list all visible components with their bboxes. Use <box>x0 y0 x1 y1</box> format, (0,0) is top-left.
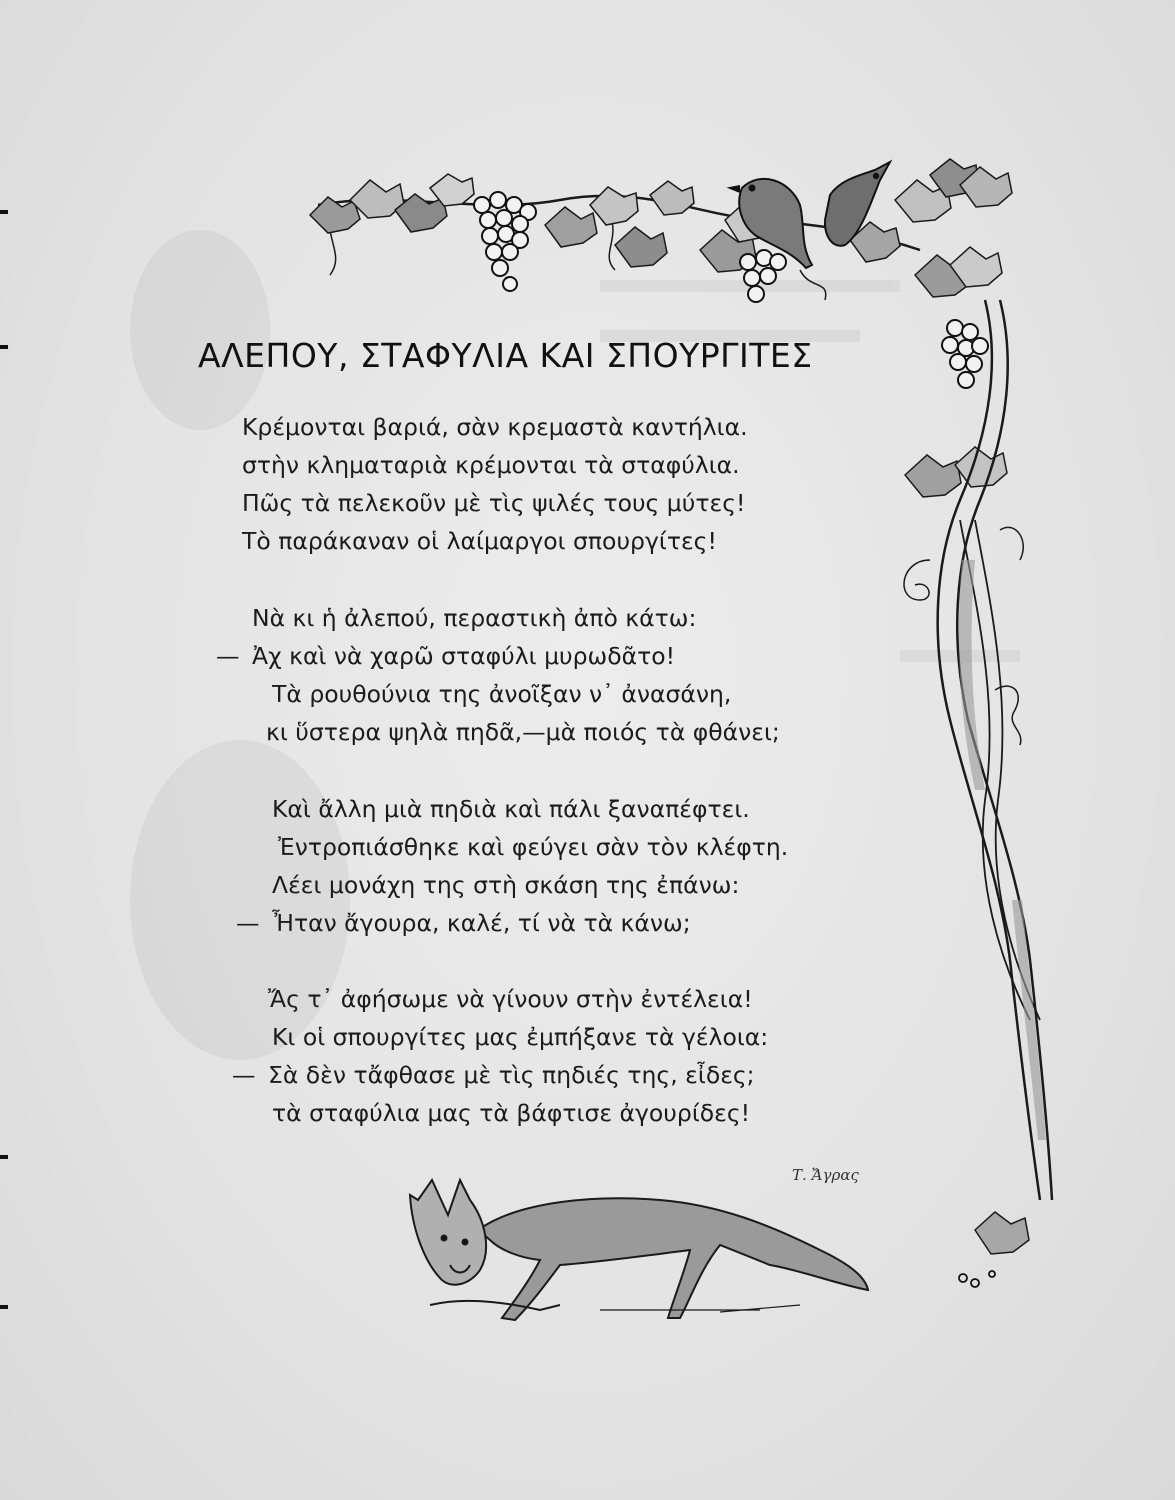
poem-line: Κρέμονται βαριά, σὰν κρεμαστὰ καντήλια. <box>242 413 748 441</box>
poem-line-dialogue <box>232 1056 768 1094</box>
fallen-grapes <box>959 1271 995 1287</box>
grape-cluster <box>942 320 988 388</box>
vine-trunk-shading <box>959 560 1046 1140</box>
poem-line: τὰ σταφύλια μας τὰ βάφτισε ἀγουρίδες! <box>272 1099 751 1127</box>
fox <box>410 1180 868 1320</box>
poem-line-text: Ἦταν ἄγουρα, καλέ, τί νὰ τὰ κάνω; <box>272 909 691 937</box>
poem-line: Νὰ κι ἡ ἀλεπού, περαστικὴ ἀπὸ κάτω: <box>252 604 697 632</box>
poem-line: Τὰ ρουθούνια της ἀνοῖξαν ν᾽ ἀνασάνη, <box>272 680 732 708</box>
stanza-3 <box>236 790 789 942</box>
poem-line: Λέει μονάχη της στὴ σκάση της ἐπάνω: <box>272 871 740 899</box>
poem-line: Κι οἱ σπουργίτες μας ἐμπήξανε τὰ γέλοια: <box>272 1023 769 1051</box>
poem-line: Ἄς τ᾽ ἀφήσωμε νὰ γίνουν στὴν ἐντέλεια! <box>268 985 753 1013</box>
stanza-1 <box>242 408 748 560</box>
poem-line-text: Ἀχ καὶ νὰ χαρῶ σταφύλι μυρωδᾶτο! <box>252 642 676 670</box>
poem-line-dialogue <box>236 904 788 942</box>
poem-line-text: Σὰ δὲν τἄφθασε μὲ τὶς πηδιές της, εἶδες; <box>268 1061 755 1089</box>
poem-line-dialogue <box>216 637 780 675</box>
poem-line: Καὶ ἄλλη μιὰ πηδιὰ καὶ πάλι ξαναπέφτει. <box>272 795 750 823</box>
poem-line: στὴν κληματαριὰ κρέμονται τὰ σταφύλια. <box>242 451 740 479</box>
dialogue-dash: — <box>232 1061 256 1089</box>
poem-line: κι ὕστερα ψηλὰ πηδᾶ,—μὰ ποιός τὰ φθάνει; <box>266 718 780 746</box>
dialogue-dash: — <box>216 642 240 670</box>
poem-line: Πῶς τὰ πελεκοῦν μὲ τὶς ψιλές τους μύτες! <box>242 489 746 517</box>
author-signature: Τ. Ἄγρας <box>792 1166 859 1184</box>
poem-line: Ἐντροπιάσθηκε καὶ φεύγει σὰν τὸν κλέφτη. <box>278 833 789 861</box>
stanza-2 <box>216 599 780 751</box>
dialogue-dash: — <box>236 909 260 937</box>
poem-line: Τὸ παράκαναν οἱ λαίμαργοι σπουργίτες! <box>242 527 717 555</box>
grape-cluster <box>474 192 536 291</box>
stanza-4 <box>232 980 769 1132</box>
poem-title: ΑΛΕΠΟΥ, ΣΤΑΦΥΛΙΑ ΚΑΙ ΣΠΟΥΡΓΙΤΕΣ <box>198 336 813 375</box>
grape-cluster <box>740 250 786 302</box>
